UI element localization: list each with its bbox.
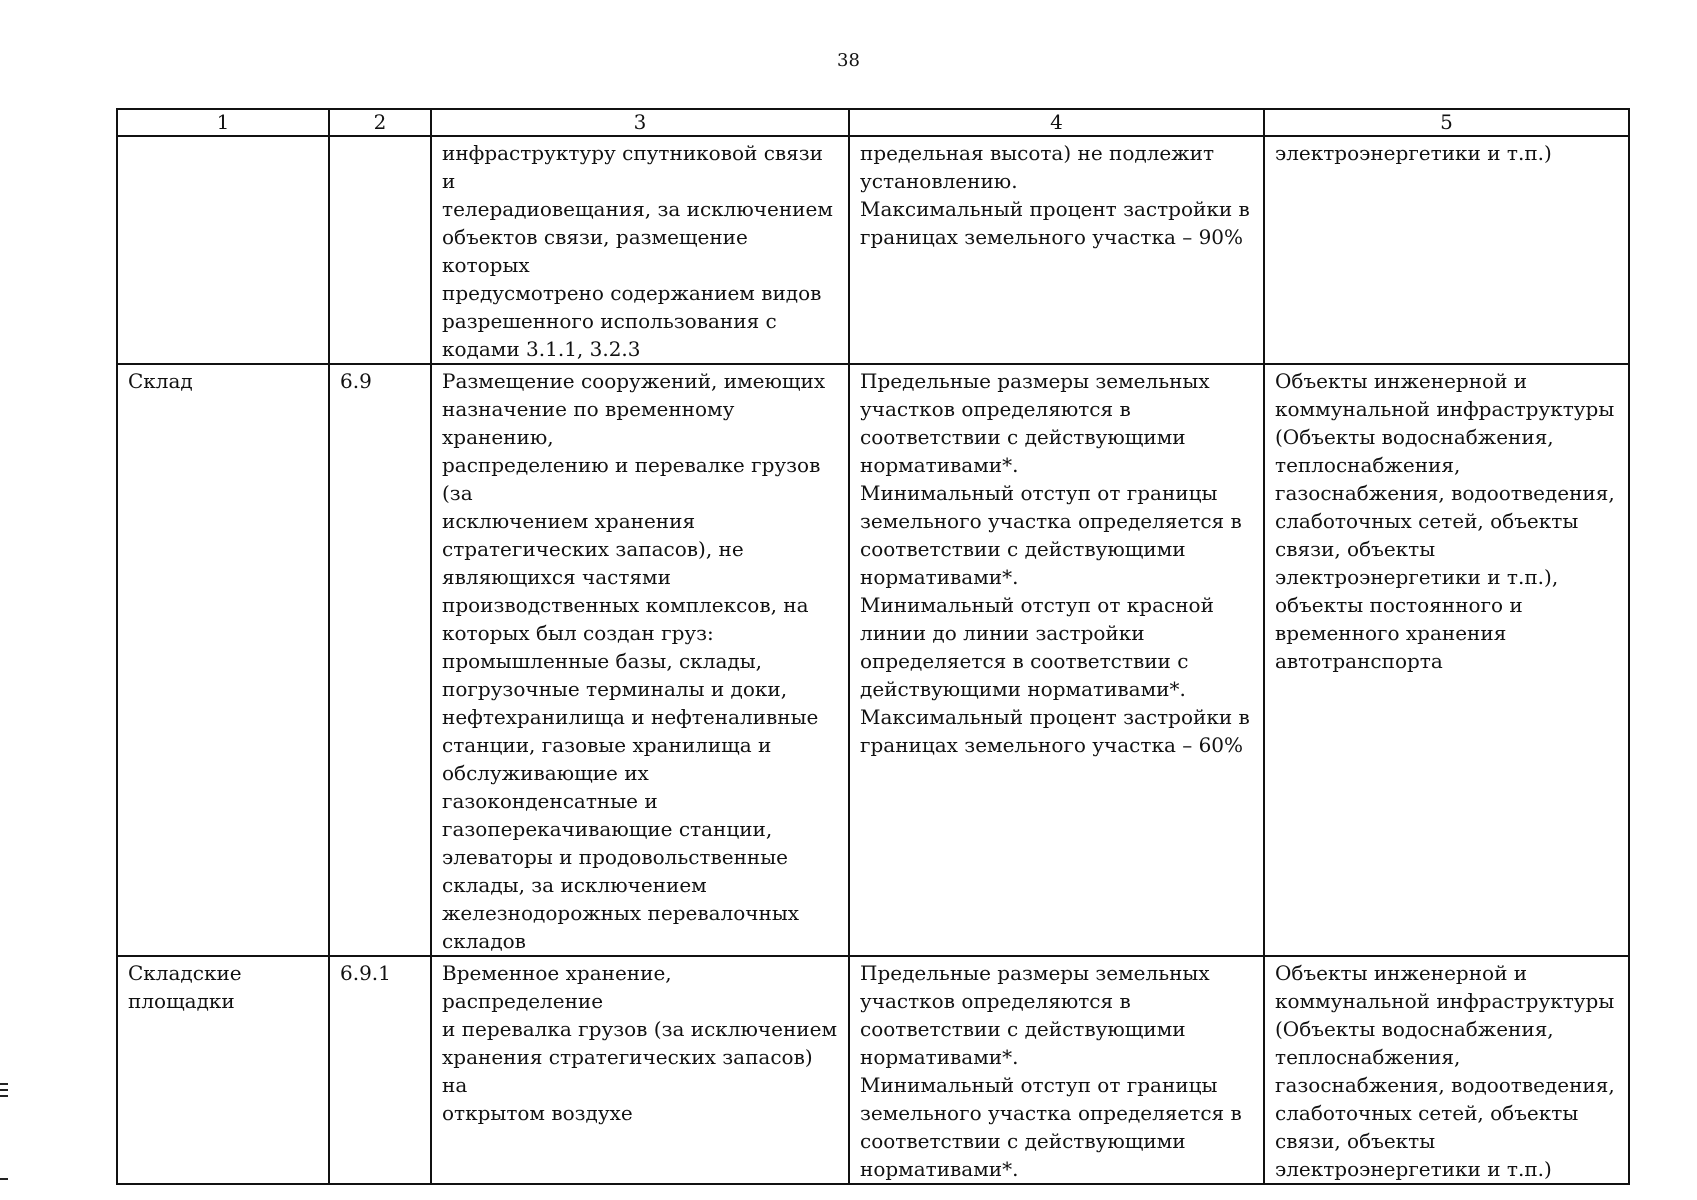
column-header: 3 [431,109,849,136]
use-name-cell [117,364,329,956]
column-header: 2 [329,109,431,136]
auxiliary-uses: электроэнергетики и т.п.) [1275,141,1552,165]
use-description: Временное хранение, распределение и перевалка грузов (за исключением хранения стратегических запасов) на открытом воздухе [442,961,838,1125]
column-header: 1 [117,109,329,136]
description-cell [431,364,849,956]
description-cell [431,956,849,1184]
parameters-cell [849,136,1264,364]
use-code: 6.9.1 [340,961,391,985]
use-name-cell [117,136,329,364]
auxiliary-uses: Объекты инженерной и коммунальной инфраструктуры (Объекты водоснабжения, теплоснабжения, газоснабжения, водоотведения, слаботочных сетей, объекты связи, объекты электроэнергетики и т.п.) [1275,961,1615,1181]
margin-tick [0,1083,8,1085]
description-cell [431,136,849,364]
use-code-cell [329,956,431,1184]
table-row [117,956,1629,1184]
margin-tick [0,1089,8,1091]
auxiliary-cell [1264,136,1629,364]
margin-dash [0,1178,8,1180]
use-name: Склад [128,369,193,393]
parameters-cell [849,956,1264,1184]
column-header: 4 [849,109,1264,136]
page-number: 38 [837,50,860,71]
table-row [117,136,1629,364]
use-name-cell [117,956,329,1184]
auxiliary-cell [1264,364,1629,956]
use-code: 6.9 [340,369,372,393]
margin-tick [0,1095,8,1097]
use-parameters: предельная высота) не подлежит установлению. Максимальный процент застройки в границах земельного участка – 90% [860,141,1250,249]
use-parameters: Предельные размеры земельных участков определяются в соответствии с действующими нормативами*. Минимальный отступ от границы земельного участка определяется в соответствии с действующими нормативами*. [860,961,1242,1181]
use-code-cell [329,136,431,364]
column-header: 5 [1264,109,1629,136]
parameters-cell [849,364,1264,956]
use-description: Размещение сооружений, имеющих назначение по временному хранению, распределению и перевалке грузов (за исключением хранения стратегических запасов), не являющихся частями производственных комплексов, на которых был создан груз: промышленные базы, склады, погрузочные терминалы и доки, нефтехранилища и нефтеналивные станции, газовые хранилища и обслуживающие их газоконденсатные и газоперекачивающие станции, элеваторы и продовольственные склады, за исключением железнодорожных перевалочных складов [442,369,826,953]
use-code-cell [329,364,431,956]
use-parameters: Предельные размеры земельных участков определяются в соответствии с действующими нормативами*. Минимальный отступ от границы земельного участка определяется в соответствии с действующими нормативами*. Минимальный отступ от красной линии до линии застройки определяется в соответствии с действующими нормативами*. Максимальный процент застройки в границах земельного участка – 60% [860,369,1250,757]
use-description: инфраструктуру спутниковой связи и телерадиовещания, за исключением объектов связи, размещение которых предусмотрено содержанием видов разрешенного использования с кодами 3.1.1, 3.2.3 [442,141,833,361]
auxiliary-uses: Объекты инженерной и коммунальной инфраструктуры (Объекты водоснабжения, теплоснабжения, газоснабжения, водоотведения, слаботочных сетей, объекты связи, объекты электроэнергетики и т.п.), объекты постоянного и временного хранения автотранспорта [1275,369,1615,673]
binding-margin-marks [0,1083,8,1101]
use-name: Складские площадки [128,961,242,1013]
land-use-table [116,108,1630,1185]
table-row [117,364,1629,956]
auxiliary-cell [1264,956,1629,1184]
table-header-row [117,109,1629,136]
